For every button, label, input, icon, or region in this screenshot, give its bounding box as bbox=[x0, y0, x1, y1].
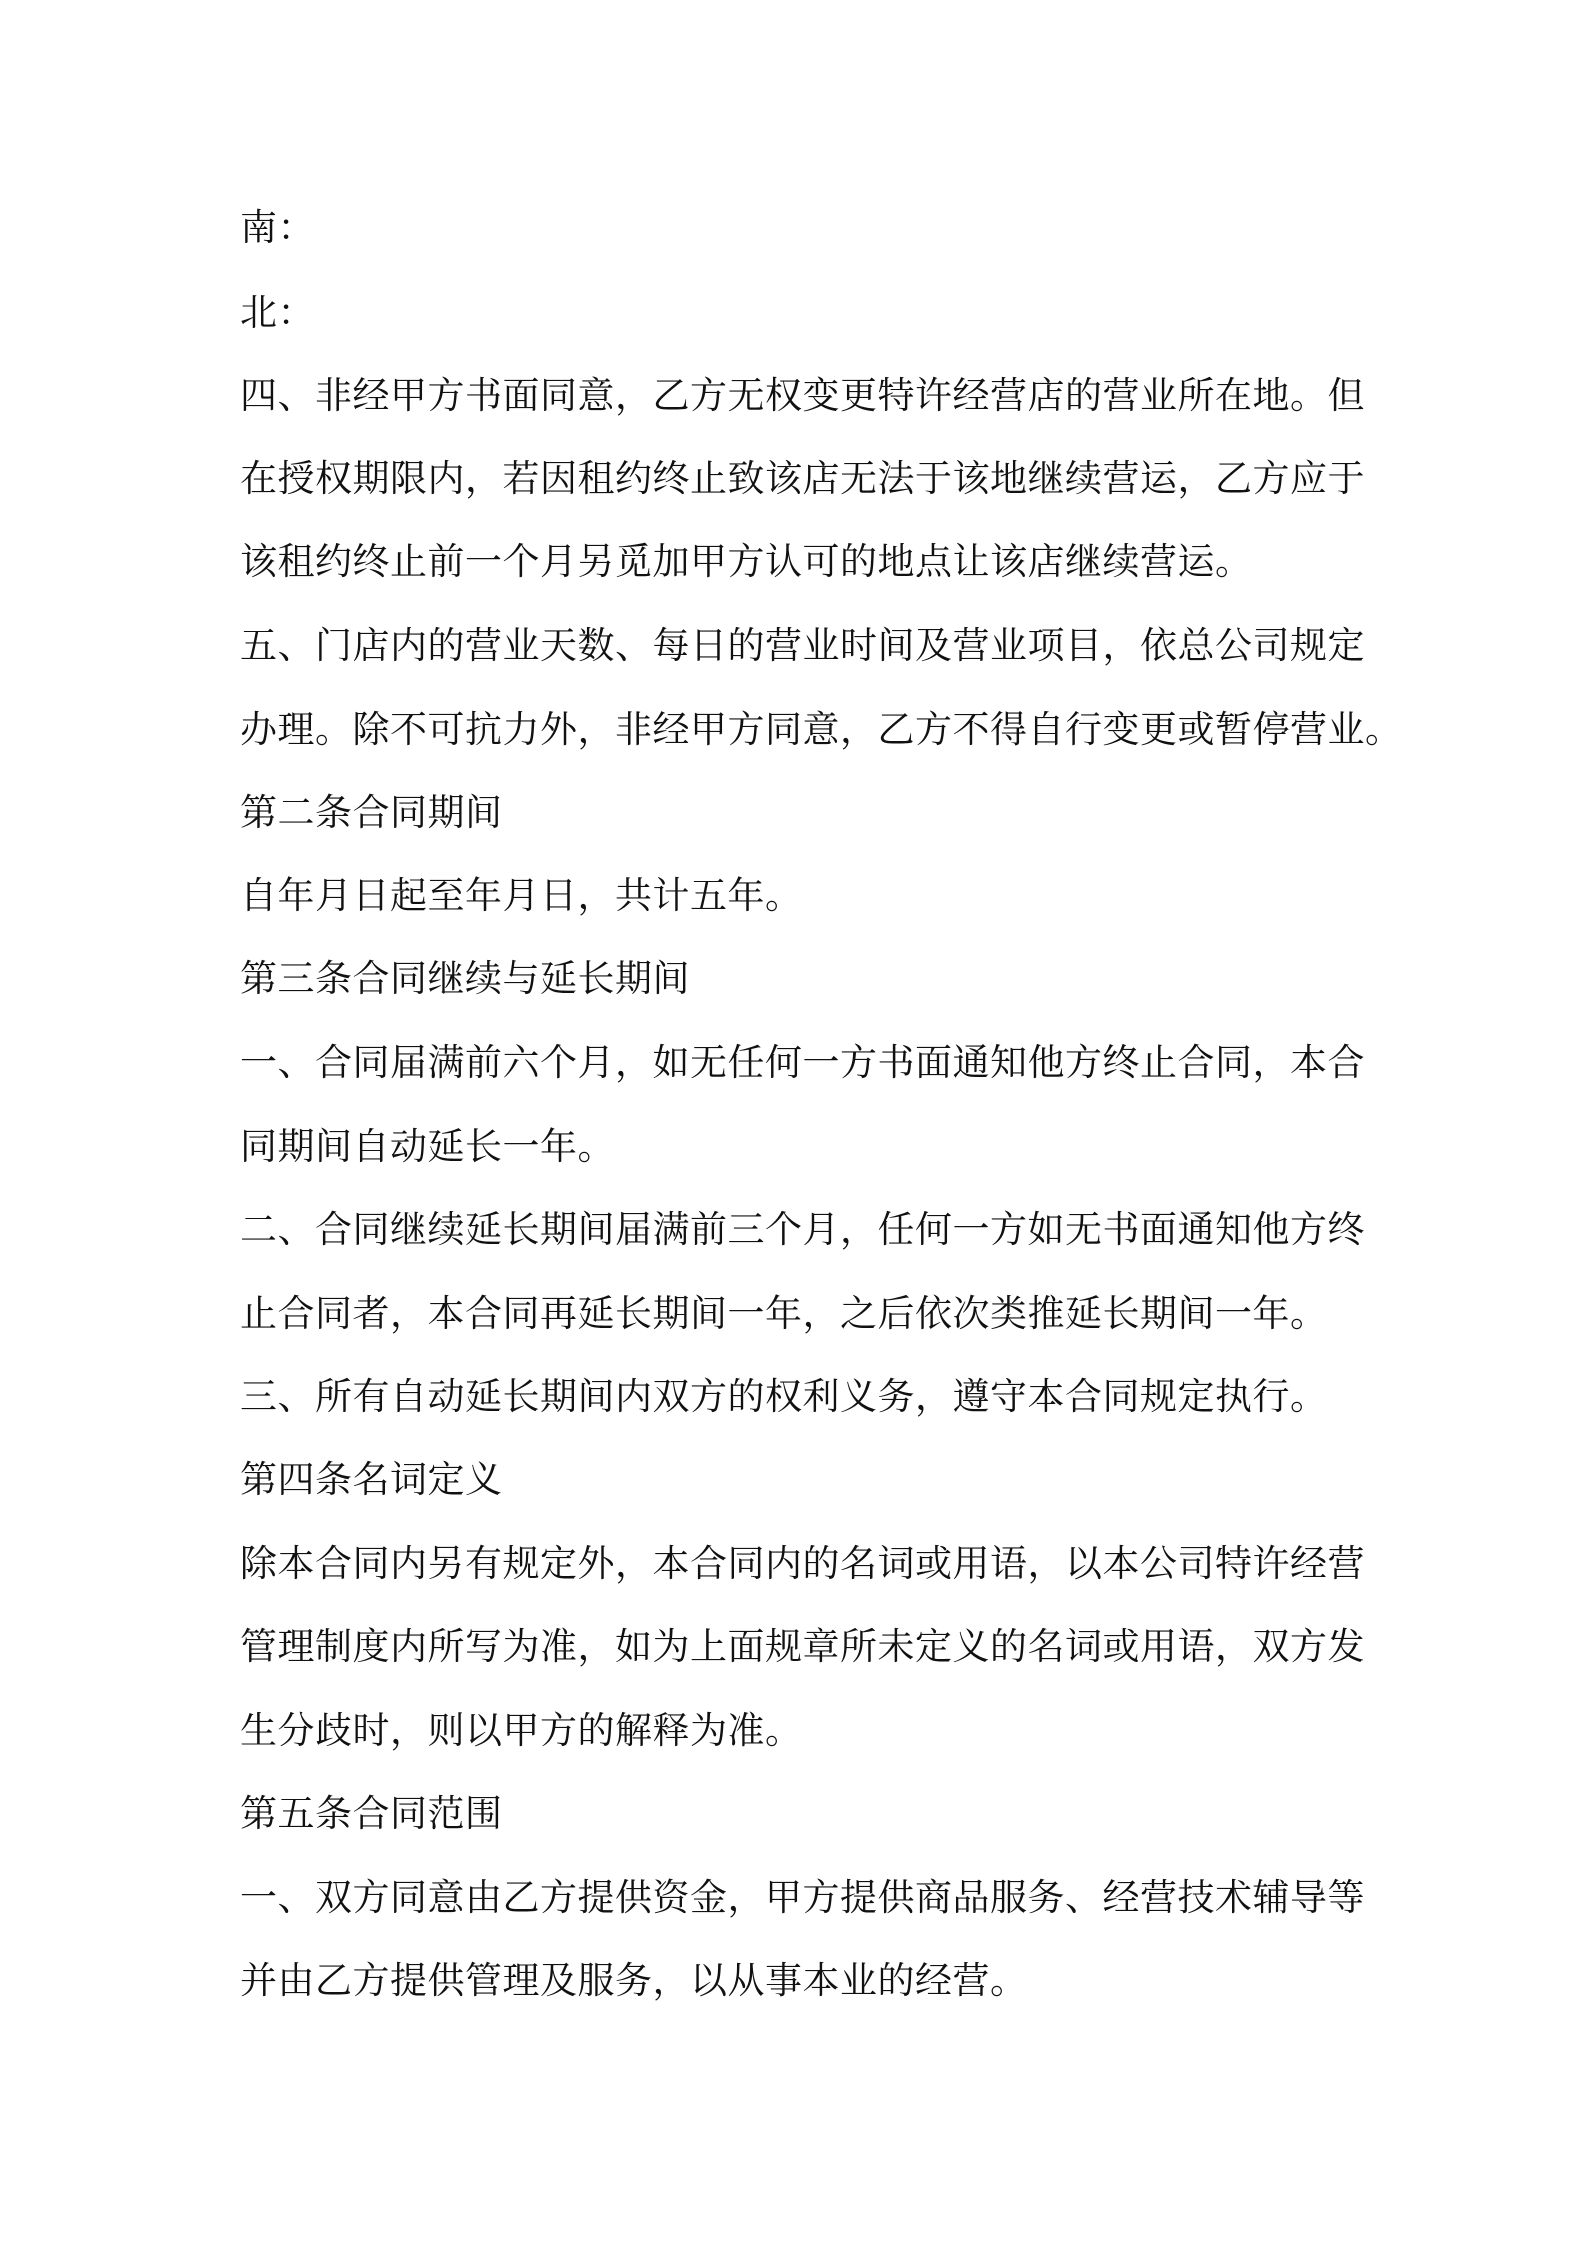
paragraph-line: 自年月日起至年月日，共计五年。 bbox=[240, 874, 803, 917]
paragraph-line: 二、合同继续延长期间届满前三个月，任何一方如无书面通知他方终 bbox=[240, 1208, 1365, 1251]
text-line-south: 南： bbox=[240, 206, 315, 249]
paragraph-line: 该租约终止前一个月另觅加甲方认可的地点让该店继续营运。 bbox=[240, 540, 1253, 583]
paragraph-line: 在授权期限内，若因租约终止致该店无法于该地继续营运，乙方应于 bbox=[240, 457, 1365, 500]
paragraph-line: 办理。除不可抗力外，非经甲方同意，乙方不得自行变更或暂停营业。 bbox=[240, 708, 1403, 751]
section-heading: 第二条合同期间 bbox=[240, 791, 503, 834]
paragraph-line: 同期间自动延长一年。 bbox=[240, 1125, 615, 1168]
paragraph-line: 除本合同内另有规定外，本合同内的名词或用语，以本公司特许经营 bbox=[240, 1542, 1365, 1585]
paragraph-line: 一、合同届满前六个月，如无任何一方书面通知他方终止合同，本合 bbox=[240, 1041, 1365, 1084]
paragraph-line: 止合同者，本合同再延长期间一年，之后依次类推延长期间一年。 bbox=[240, 1292, 1328, 1335]
paragraph-line: 五、门店内的营业天数、每日的营业时间及营业项目，依总公司规定 bbox=[240, 624, 1365, 667]
paragraph-line: 并由乙方提供管理及服务，以从事本业的经营。 bbox=[240, 1959, 1028, 2002]
paragraph-line: 三、所有自动延长期间内双方的权利义务，遵守本合同规定执行。 bbox=[240, 1375, 1328, 1418]
section-heading: 第五条合同范围 bbox=[240, 1792, 503, 1835]
paragraph-line: 生分歧时，则以甲方的解释为准。 bbox=[240, 1709, 803, 1752]
section-heading: 第四条名词定义 bbox=[240, 1458, 503, 1501]
paragraph-line: 一、双方同意由乙方提供资金，甲方提供商品服务、经营技术辅导等 bbox=[240, 1876, 1365, 1919]
paragraph-line: 管理制度内所写为准，如为上面规章所未定义的名词或用语，双方发 bbox=[240, 1625, 1365, 1668]
paragraph-line: 四、非经甲方书面同意，乙方无权变更特许经营店的营业所在地。但 bbox=[240, 374, 1365, 417]
section-heading: 第三条合同继续与延长期间 bbox=[240, 957, 690, 1000]
text-line-north: 北： bbox=[240, 291, 315, 334]
